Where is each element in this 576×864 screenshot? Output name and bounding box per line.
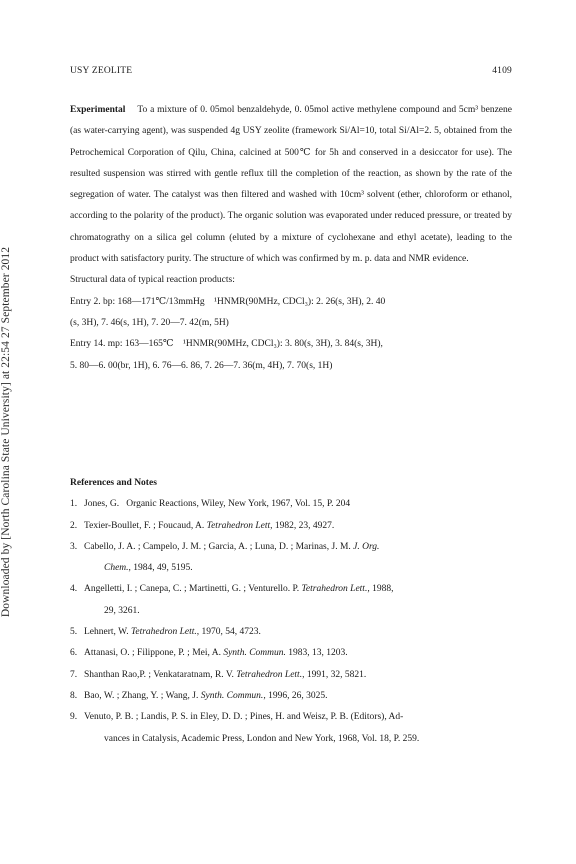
reference-text: Chem., 1984, 49, 5195. [104, 563, 193, 574]
structural-data-title: Structural data of typical reaction products: [70, 275, 235, 286]
journal-name: Tetrahedron Lett. [130, 627, 197, 638]
reference-item [70, 686, 512, 707]
reference-text: Bao, W. ; Zhang, Y. ; Wang, J. Synth. Commun., 1996, 26, 3025. [84, 690, 328, 701]
reference-number: 7. [70, 669, 78, 680]
reference-number: 6. [70, 648, 78, 659]
entry-14-line-1: Entry 14. mp: 163—165℃ ¹HNMR(90MHz, CDCl₃): 3. 80(s, 3H), 3. 84(s, 3H), [70, 339, 383, 350]
reference-item [70, 707, 512, 728]
experimental-heading: Experimental [70, 105, 126, 115]
reference-text: Cabello, J. A. ; Campelo, J. M. ; Garcia, A. ; Luna, D. ; Marinas, J. M. J. Org. [84, 541, 380, 552]
references-section [70, 473, 512, 750]
experimental-text: To a mixture of 0. 05mol benzaldehyde, 0. 05mol active methylene compound and 5cm³ benzene (as water-carrying agent), was suspended 4g USY zeolite (framework Si/Al=10, total Si/Al=2. 5, obtained from the Petrochemical Corporation of Qilu, China, calcined at 500℃ for 5h and conserved in a desiccator for use). The resulted suspension was stirred with gentle reflux till the completion of the reaction, as shown by the rate of the segregation of water. The catalyst was then filtered and washed with 10cm³ solvent (ether, chloroform or ethanol, according to the polarity of the product). The organic solution was evaporated under reduced pressure, or treated by chromatograthy on a silica gel column (eluted by a mixture of cyclohexane and ethyl acetate), leading to the product with satisfactory purity. The structure of which was confirmed by m. p. data and NMR evidence. [70, 105, 512, 265]
reference-number: 9. [70, 712, 78, 723]
experimental-section [70, 100, 512, 377]
references-heading: References and Notes [70, 478, 157, 488]
reference-continuation [70, 729, 512, 750]
reference-text: Lehnert, W. Tetrahedron Lett., 1970, 54, 4723. [84, 627, 261, 638]
journal-name: Synth. Commun. [200, 690, 264, 701]
reference-text: Texier-Boullet, F. ; Foucaud, A. Tetrahedron Lett, 1982, 23, 4927. [84, 520, 335, 531]
reference-continuation [70, 558, 512, 579]
reference-text: Attanasi, O. ; Filippone, P. ; Mei, A. Synth. Commun. 1983, 13, 1203. [84, 648, 348, 659]
reference-number: 1. [70, 499, 78, 510]
entry-2-line-2: (s, 3H), 7. 46(s, 1H), 7. 20—7. 42(m, 5H) [70, 317, 229, 328]
experimental-paragraph [70, 100, 512, 270]
reference-item [70, 494, 512, 515]
reference-item [70, 622, 512, 643]
reference-number: 3. [70, 541, 78, 552]
reference-text: vances in Catalysis, Academic Press, London and New York, 1968, Vol. 18, P. 259. [104, 733, 420, 744]
running-header [70, 66, 512, 76]
reference-number: 2. [70, 520, 78, 531]
journal-name: Tetrahedron Lett [206, 520, 271, 531]
entry-14-line-2: 5. 80—6. 00(br, 1H), 6. 76—6. 86, 7. 26—7. 36(m, 4H), 7. 70(s, 1H) [70, 360, 333, 371]
journal-name: Tetrahedron Lett. [236, 669, 303, 680]
journal-name: Synth. Commun. [223, 648, 286, 659]
reference-number: 8. [70, 690, 78, 701]
reference-item [70, 516, 512, 537]
reference-item [70, 665, 512, 686]
reference-item [70, 579, 512, 600]
reference-number: 5. [70, 627, 78, 638]
reference-text: Shanthan Rao,P. ; Venkataratnam, R. V. Tetrahedron Lett., 1991, 32, 5821. [84, 669, 367, 680]
reference-text: Venuto, P. B. ; Landis, P. S. in Eley, D. D. ; Pines, H. and Weisz, P. B. (Editors), Ad- [84, 712, 404, 723]
reference-text: Jones, G. Organic Reactions, Wiley, New York, 1967, Vol. 15, P. 204 [84, 499, 351, 510]
entry-2-line-1: Entry 2. bp: 168—171℃/13mmHg ¹HNMR(90MHz, CDCl₃): 2. 26(s, 3H), 2. 40 [70, 296, 386, 307]
watermark-text: Downloaded by [North Carolina State University] at 22:54 27 September 2012 [0, 246, 12, 618]
reference-item [70, 643, 512, 664]
journal-name: Tetrahedron Lett. [301, 584, 368, 595]
journal-name: J. Org. [353, 541, 380, 552]
journal-name: Chem. [104, 563, 129, 574]
reference-continuation [70, 601, 512, 622]
page-number: 4109 [492, 66, 512, 76]
reference-text: Angelletti, I. ; Canepa, C. ; Martinetti, G. ; Venturello. P. Tetrahedron Lett., 1988, [84, 584, 394, 595]
journal-title: USY ZEOLITE [70, 66, 133, 76]
reference-text: 29, 3261. [104, 605, 140, 616]
reference-item [70, 537, 512, 558]
reference-number: 4. [70, 584, 78, 595]
